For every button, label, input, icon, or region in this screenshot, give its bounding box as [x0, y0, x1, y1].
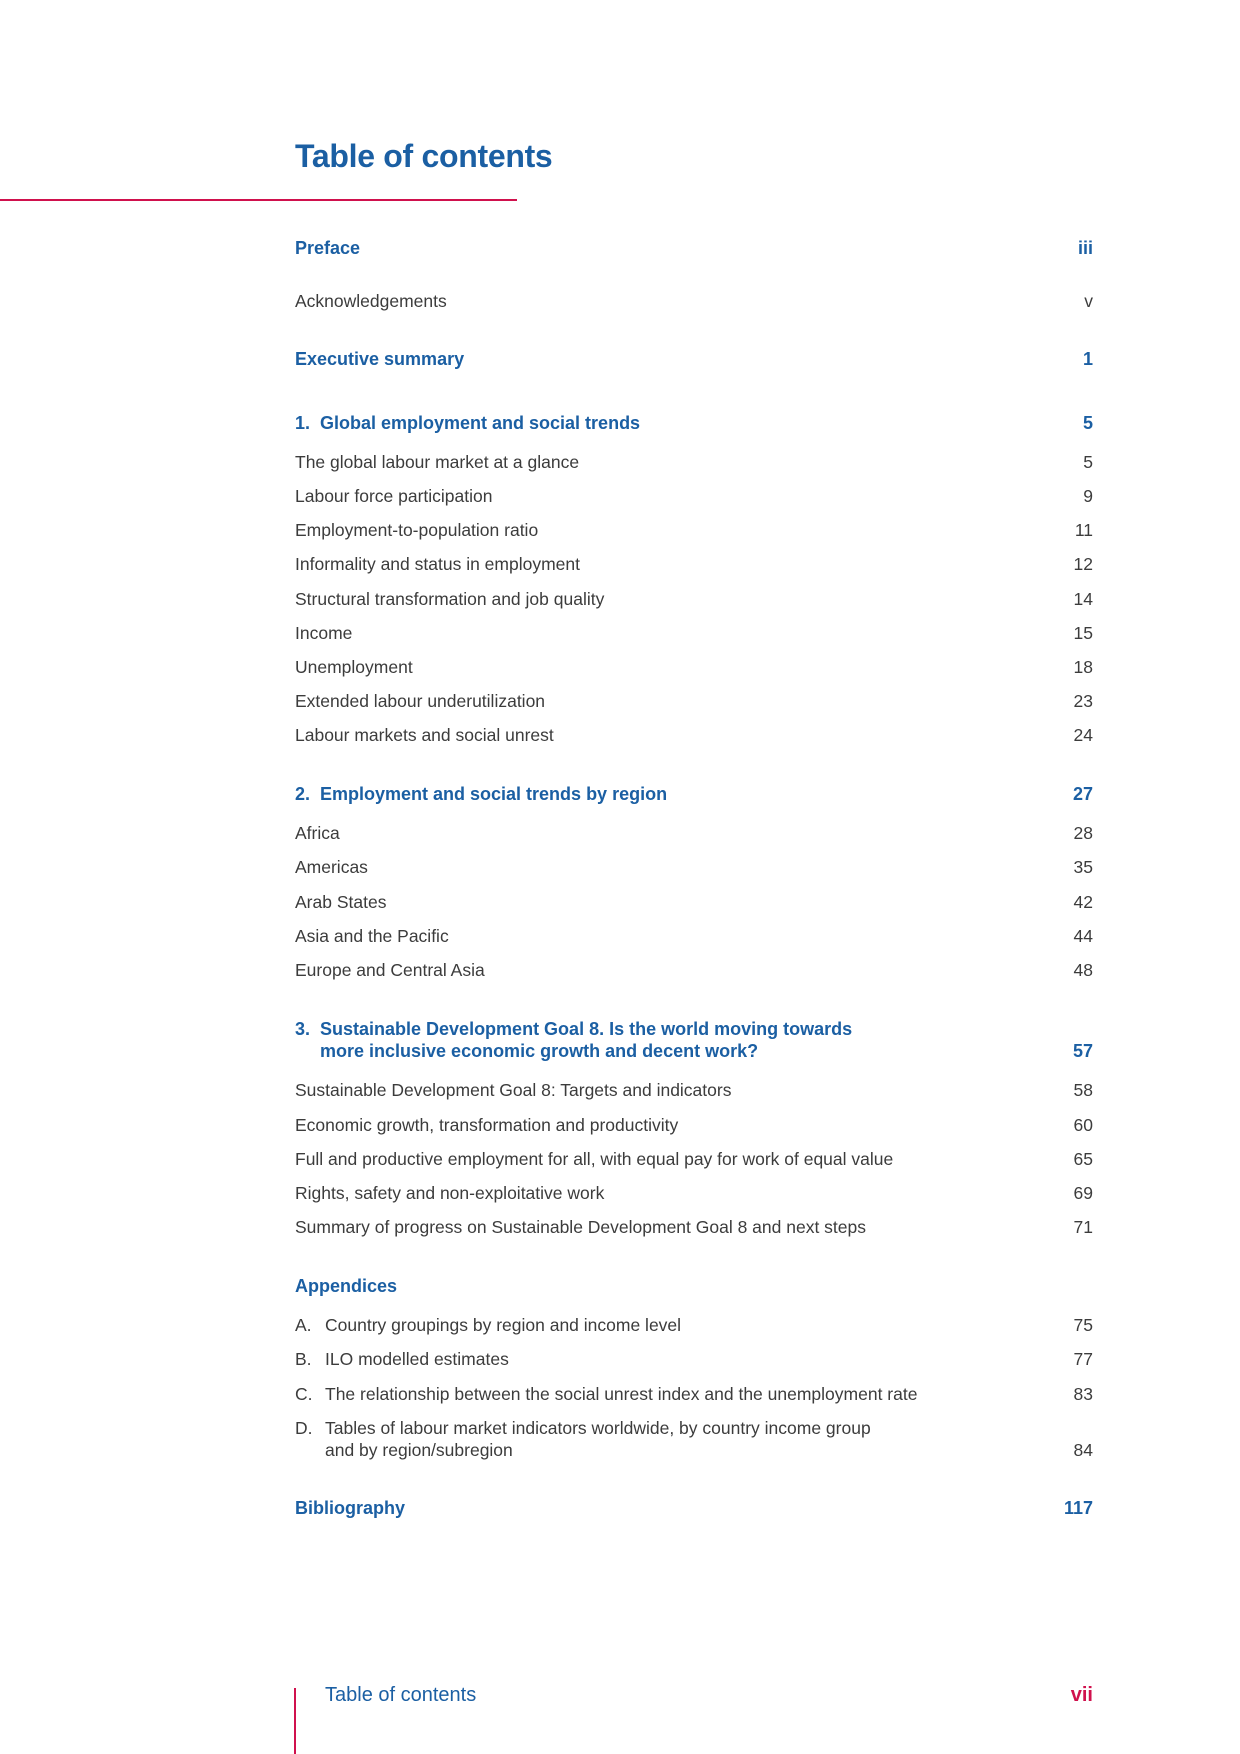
toc-entry-page: 28: [1073, 823, 1093, 843]
toc-entry-page: 14: [1073, 589, 1093, 609]
toc-entry-page: 84: [1073, 1440, 1093, 1460]
toc-entry-page: iii: [1077, 238, 1093, 258]
toc-entry-page: 60: [1073, 1115, 1093, 1135]
toc-section-appendices[interactable]: [295, 1275, 1093, 1297]
toc-entry-label-continued: more inclusive economic growth and decent work?: [320, 1041, 759, 1061]
toc-entry-label: Structural transformation and job quality: [295, 589, 605, 609]
toc-entry[interactable]: [295, 519, 1093, 541]
toc-entry-page: 69: [1073, 1183, 1093, 1203]
toc-entry-label: Global employment and social trends: [320, 413, 641, 433]
toc-entry-page: 5: [1083, 452, 1093, 472]
toc-entry-label: Asia and the Pacific: [295, 926, 449, 946]
toc-chapter-2[interactable]: [295, 783, 1093, 805]
toc-entry-label: Preface: [295, 238, 361, 258]
toc-entry[interactable]: [295, 856, 1093, 878]
toc-entry[interactable]: [295, 891, 1093, 913]
toc-entry-label: The global labour market at a glance: [295, 452, 580, 472]
toc-appendix-b[interactable]: [295, 1348, 1093, 1370]
toc-entry-label: Africa: [295, 823, 340, 843]
toc-entry-label: Americas: [295, 857, 368, 877]
toc-entry-page: 18: [1073, 657, 1093, 677]
toc-entry-label: Economic growth, transformation and productivity: [295, 1115, 679, 1135]
appendix-letter: A.: [295, 1315, 312, 1335]
toc-entry-page: 35: [1073, 857, 1093, 877]
toc-entry-label: Executive summary: [295, 349, 465, 369]
toc-entry[interactable]: [295, 485, 1093, 507]
toc-entry[interactable]: [295, 822, 1093, 844]
footer-page-number: vii: [1070, 1684, 1093, 1706]
toc-entry[interactable]: [295, 451, 1093, 473]
toc-entry-page: 9: [1083, 486, 1093, 506]
toc-entry-page: 57: [1072, 1041, 1093, 1061]
toc-entry-label: Appendices: [295, 1276, 398, 1296]
toc-entry-label: Income: [295, 623, 353, 643]
toc-entry-label: Tables of labour market indicators worldwide, by country income group: [325, 1418, 871, 1438]
toc-entry-page: v: [1084, 291, 1093, 311]
toc-entry-label: Employment and social trends by region: [320, 784, 668, 804]
toc-entry-label: Country groupings by region and income level: [325, 1315, 682, 1335]
page-title: Table of contents: [295, 138, 553, 174]
toc-entry-label: Summary of progress on Sustainable Development Goal 8 and next steps: [295, 1217, 867, 1237]
toc-entry-label: Sustainable Development Goal 8: Targets and indicators: [295, 1080, 732, 1100]
appendix-letter: D.: [295, 1418, 313, 1438]
toc-appendix-d[interactable]: [295, 1417, 1093, 1461]
appendix-letter: B.: [295, 1349, 312, 1369]
toc-entry[interactable]: [295, 690, 1093, 712]
footer-section-label: Table of contents: [325, 1684, 477, 1706]
toc-chapter-1[interactable]: [295, 412, 1093, 434]
toc-entry-page: 5: [1082, 413, 1093, 433]
toc-entry-page: 24: [1073, 725, 1093, 745]
toc-entry-label: ILO modelled estimates: [325, 1349, 509, 1369]
toc-entry[interactable]: [295, 724, 1093, 746]
toc-entry-label: Bibliography: [295, 1498, 406, 1518]
toc-entry-page: 23: [1073, 691, 1093, 711]
toc-entry[interactable]: [295, 1079, 1093, 1101]
toc-entry-label: Acknowledgements: [295, 291, 447, 311]
toc-entry-label: Labour markets and social unrest: [295, 725, 554, 745]
toc-entry-label: Full and productive employment for all, with equal pay for work of equal value: [295, 1149, 894, 1169]
toc-entry-page: 117: [1063, 1498, 1093, 1518]
toc-entry-page: 27: [1072, 784, 1093, 804]
toc-entry-page: 15: [1073, 623, 1093, 643]
toc-entry[interactable]: [295, 1148, 1093, 1170]
toc-entry[interactable]: [295, 925, 1093, 947]
toc-entry[interactable]: [295, 1182, 1093, 1204]
chapter-number: 3.: [295, 1019, 311, 1039]
chapter-number: 1.: [295, 413, 311, 433]
toc-entry-page: 44: [1073, 926, 1093, 946]
toc-entry-page: 1: [1082, 349, 1093, 369]
toc-entry-page: 11: [1074, 520, 1093, 540]
toc-appendix-c[interactable]: [295, 1383, 1093, 1405]
toc-entry-label: The relationship between the social unrest index and the unemployment rate: [325, 1384, 918, 1404]
toc-entry[interactable]: [295, 588, 1093, 610]
toc-entry-page: 71: [1073, 1217, 1093, 1237]
toc-entry[interactable]: [295, 622, 1093, 644]
toc-entry-executive-summary[interactable]: [295, 348, 1093, 370]
toc-entry-page: 83: [1073, 1384, 1093, 1404]
title-divider: [0, 199, 517, 201]
toc-entry-page: 77: [1073, 1349, 1093, 1369]
toc-entry-page: 75: [1073, 1315, 1093, 1335]
toc-entry-label: Employment-to-population ratio: [295, 520, 539, 540]
toc-entry-page: 48: [1073, 960, 1093, 980]
appendix-letter: C.: [295, 1384, 313, 1404]
toc-entry[interactable]: [295, 1114, 1093, 1136]
toc-entry-label: Unemployment: [295, 657, 413, 677]
toc-entry-acknowledgements[interactable]: [295, 290, 1093, 312]
toc-entry[interactable]: [295, 1216, 1093, 1238]
footer-divider: [294, 1688, 296, 1754]
toc-entry-label: Rights, safety and non-exploitative work: [295, 1183, 605, 1203]
toc-entry-label: Arab States: [295, 892, 387, 912]
toc-entry-label: Sustainable Development Goal 8. Is the world moving towards: [320, 1019, 853, 1039]
toc-entry-label: Labour force participation: [295, 486, 493, 506]
toc-entry-label: Informality and status in employment: [295, 554, 580, 574]
toc-entry-label-continued: and by region/subregion: [325, 1440, 513, 1460]
toc-entry-page: 58: [1073, 1080, 1093, 1100]
toc-entry-preface[interactable]: [295, 237, 1093, 259]
toc-entry[interactable]: [295, 959, 1093, 981]
toc-entry-bibliography[interactable]: [295, 1497, 1093, 1519]
toc-entry[interactable]: [295, 553, 1093, 575]
toc-entry-page: 65: [1073, 1149, 1093, 1169]
toc-entry-label: Extended labour underutilization: [295, 691, 546, 711]
toc-entry-page: 42: [1073, 892, 1093, 912]
toc-entry[interactable]: [295, 656, 1093, 678]
toc-entry-label: Europe and Central Asia: [295, 960, 485, 980]
toc-appendix-a[interactable]: [295, 1314, 1093, 1336]
chapter-number: 2.: [295, 784, 311, 804]
toc-chapter-3[interactable]: [295, 1018, 1093, 1062]
toc-entry-page: 12: [1073, 554, 1093, 574]
